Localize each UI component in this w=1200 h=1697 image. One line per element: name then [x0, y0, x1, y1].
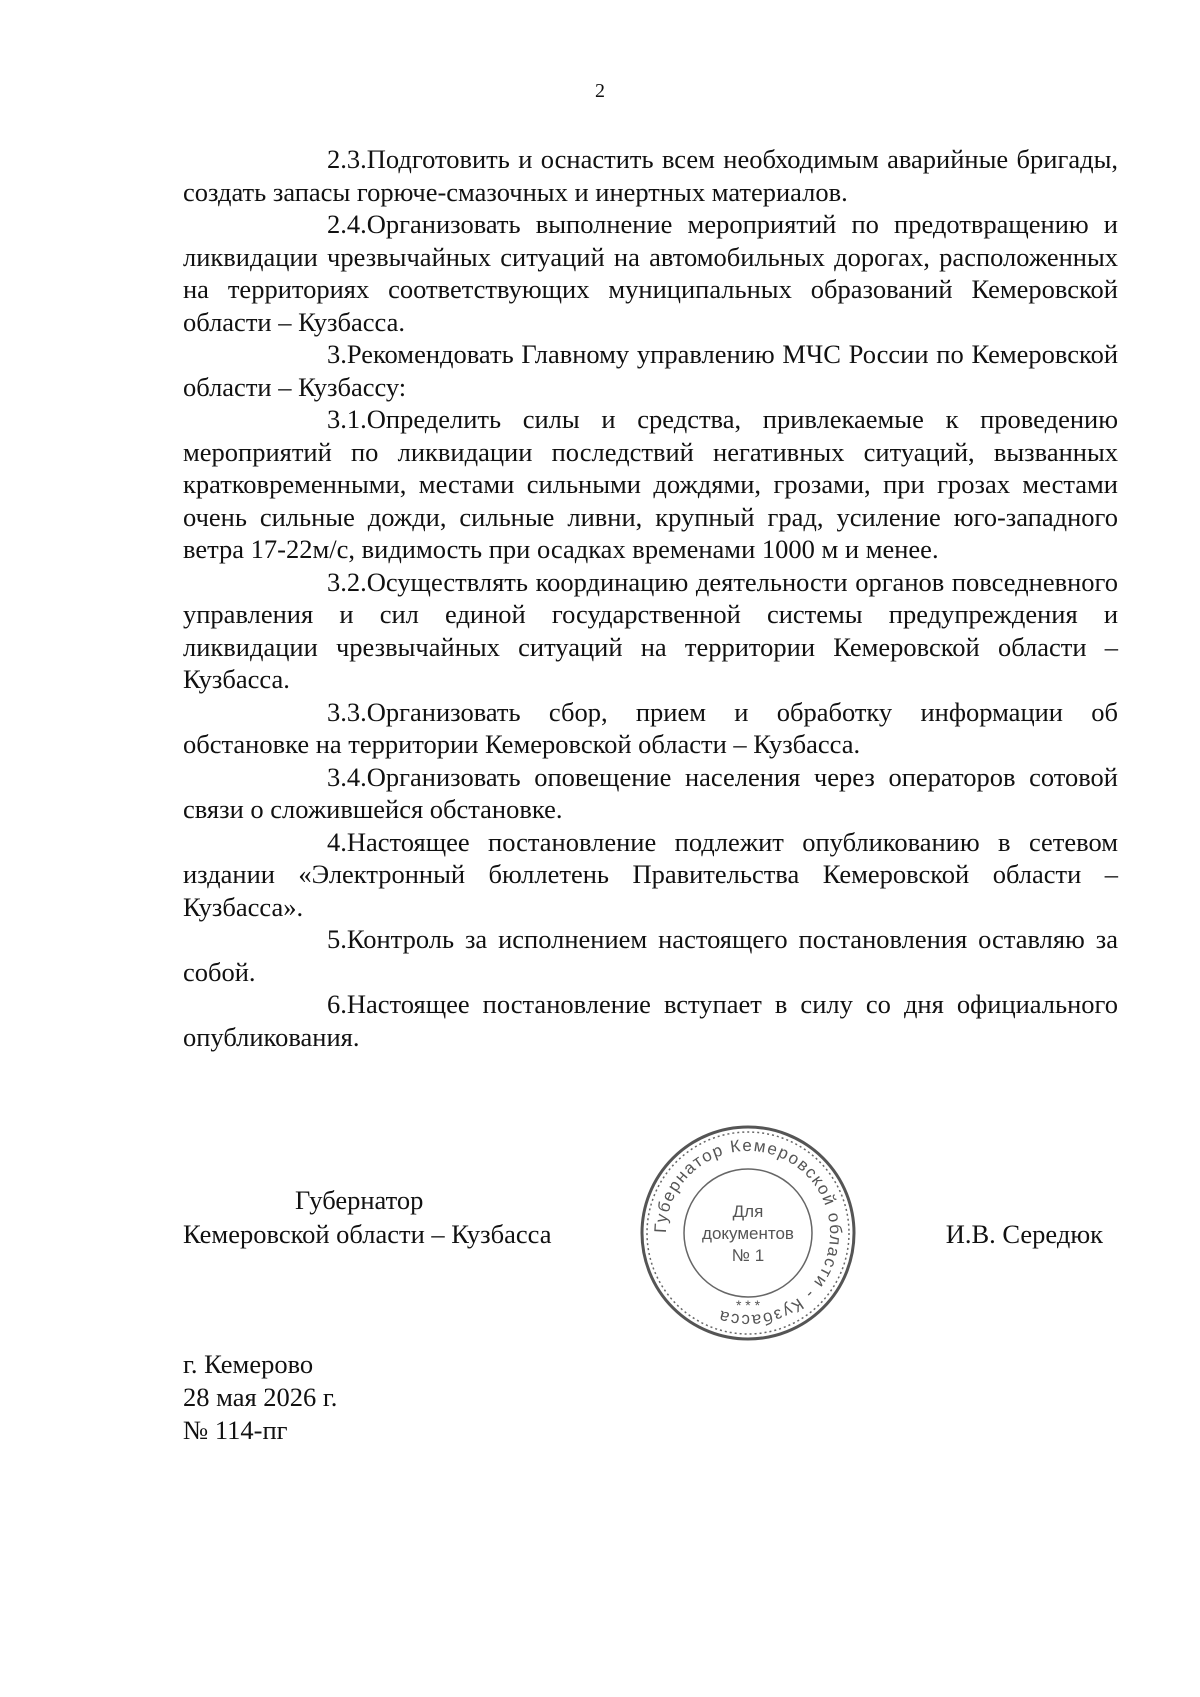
page-number: 2: [595, 80, 605, 102]
stamp-center-line1: Для: [732, 1202, 764, 1221]
paragraph-number: 4.: [327, 826, 347, 857]
paragraph-6: [183, 988, 1118, 1053]
paragraph-text: Контроль за исполнением настоящего постановления оставляю за собой.: [183, 924, 1118, 987]
paragraph-3-2: [183, 566, 1118, 696]
paragraph-2-4: [183, 208, 1118, 338]
paragraph-number: 6.: [327, 989, 347, 1019]
document-footer: [183, 1348, 337, 1447]
paragraph-text: Настоящее постановление вступает в силу со дня официального опубликования.: [183, 989, 1118, 1052]
stamp-stars: * * *: [735, 1297, 761, 1313]
document-number: № 114-пг: [183, 1415, 288, 1445]
paragraph-3-3: [183, 696, 1118, 761]
document-body: [183, 143, 1118, 1053]
stamp-center-line2: документов: [702, 1224, 794, 1243]
paragraph-5: [183, 923, 1118, 988]
signatory-title: Губернатор: [295, 1185, 424, 1215]
paragraph-text: Настоящее постановление подлежит опубликованию в сетевом издании «Электронный бюллетень Правительства Кемеровской области – Кузбасса».: [183, 826, 1118, 922]
official-stamp: [637, 1122, 859, 1344]
signatory-region: Кемеровской области – Кузбасса: [183, 1219, 552, 1249]
paragraph-3: [183, 338, 1118, 403]
paragraph-3-4: [183, 761, 1118, 826]
paragraph-text: Подготовить и оснастить всем необходимым аварийные бригады, создать запасы горюче-смазочных и инертных материалов.: [183, 144, 1118, 207]
paragraph-number: 2.4.: [327, 209, 367, 239]
stamp-ring-text: Губернатор Кемеровской области - Кузбасса: [650, 1135, 846, 1331]
stamp-seal-icon: [637, 1122, 859, 1344]
paragraph-number: 3.2.: [327, 566, 367, 597]
paragraph-number: 3.3.: [327, 696, 367, 727]
paragraph-number: 3.4.: [327, 761, 367, 792]
paragraph-number: 2.3.: [327, 144, 367, 174]
paragraph-number: 3.: [327, 339, 347, 369]
paragraph-text: Определить силы и средства, привлекаемые к проведению мероприятий по ликвидации последствий негативных ситуаций, вызванных кратковременными, местами сильными дождями, грозами, при грозах местами очень сильные дожди, сильные ливни, крупный град, усиление юго-западного ветра 17-22м/с, видимость при осадках временами 1000 м и менее.: [183, 404, 1118, 564]
paragraph-text: Осуществлять координацию деятельности органов повседневного управления и сил единой государственной системы предупреждения и ликвидации чрезвычайных ситуаций на территории Кемеровской области – Кузбасса.: [183, 566, 1118, 694]
paragraph-3-1: [183, 403, 1118, 566]
issue-city: г. Кемерово: [183, 1349, 314, 1379]
signatory-name: И.В. Середюк: [945, 1219, 1103, 1249]
paragraph-4: [183, 826, 1118, 924]
issue-date: 28 мая 2026 г.: [183, 1382, 338, 1412]
paragraph-text: Организовать выполнение мероприятий по предотвращению и ликвидации чрезвычайных ситуаций на автомобильных дорогах, расположенных на территориях соответствующих муниципальных образований Кемеровской области – Кузбасса.: [183, 209, 1118, 337]
paragraph-text: Рекомендовать Главному управлению МЧС России по Кемеровской области – Кузбассу:: [183, 339, 1118, 402]
paragraph-text: Организовать сбор, прием и обработку информации об обстановке на территории Кемеровской области – Кузбасса.: [183, 696, 1118, 759]
stamp-center-line3: № 1: [731, 1246, 765, 1265]
paragraph-2-3: [183, 143, 1118, 208]
paragraph-text: Организовать оповещение населения через операторов сотовой связи о сложившейся обстановке.: [183, 761, 1118, 824]
paragraph-number: 5.: [327, 924, 347, 954]
paragraph-number: 3.1.: [327, 404, 367, 434]
